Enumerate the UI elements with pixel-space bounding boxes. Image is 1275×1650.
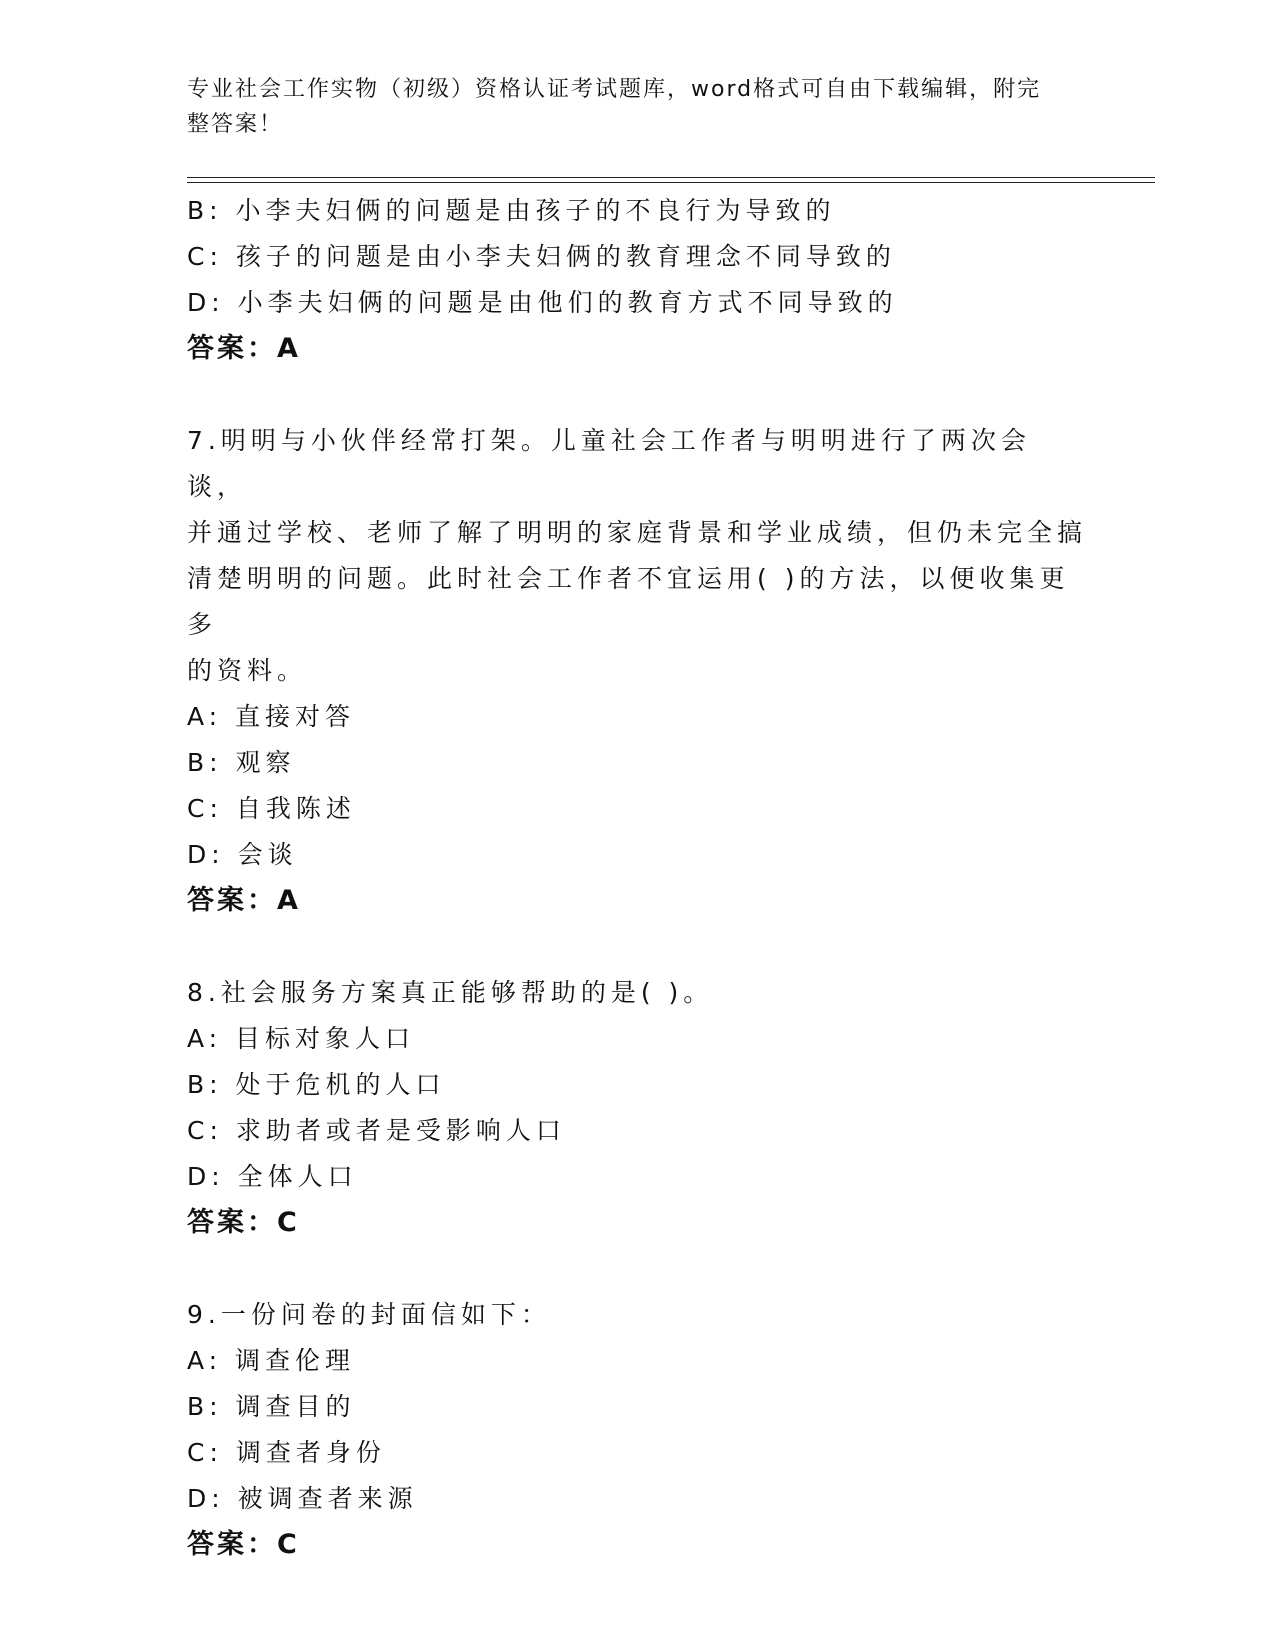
answer-label: 答案：A xyxy=(187,885,301,916)
spacer xyxy=(187,372,1087,418)
spacer xyxy=(187,1246,1087,1292)
question-block-7 xyxy=(187,418,1087,924)
question-stem-line: 并通过学校、老师了解了明明的家庭背景和学业成绩，但仍未完全搞 xyxy=(187,518,1088,547)
question-block-8 xyxy=(187,970,1087,1246)
option-d: D: 小李夫妇俩的问题是由他们的教育方式不同导致的 xyxy=(187,288,898,317)
option-c: C: 求助者或者是受影响人口 xyxy=(187,1116,566,1145)
document-header xyxy=(187,72,1067,142)
question-stem-line: 8.社会服务方案真正能够帮助的是( )。 xyxy=(187,978,714,1007)
option-b: B: 处于危机的人口 xyxy=(187,1070,446,1099)
option-b: B: 小李夫妇俩的问题是由孩子的不良行为导致的 xyxy=(187,196,836,225)
option-a: A: 直接对答 xyxy=(187,702,356,731)
header-divider-top xyxy=(187,177,1155,178)
question-content xyxy=(187,188,1087,1568)
answer-label: 答案：C xyxy=(187,1529,300,1560)
header-line-1: 专业社会工作实物（初级）资格认证考试题库，word格式可自由下载编辑，附完 xyxy=(187,77,1042,102)
option-c: C: 孩子的问题是由小李夫妇俩的教育理念不同导致的 xyxy=(187,242,896,271)
header-line-2: 整答案！ xyxy=(187,112,284,137)
answer-label: 答案：C xyxy=(187,1207,300,1238)
spacer xyxy=(187,924,1087,970)
option-d: D: 会谈 xyxy=(187,840,298,869)
question-stem-line: 清楚明明的问题。此时社会工作者不宜运用( )的方法，以便收集更多 xyxy=(187,564,1070,639)
option-d: D: 全体人口 xyxy=(187,1162,358,1191)
option-b: B: 调查目的 xyxy=(187,1392,356,1421)
option-a: A: 目标对象人口 xyxy=(187,1024,416,1053)
question-block-6 xyxy=(187,188,1087,372)
question-stem-line: 9.一份问卷的封面信如下： xyxy=(187,1300,551,1329)
option-c: C: 自我陈述 xyxy=(187,794,356,823)
option-b: B: 观察 xyxy=(187,748,296,777)
option-d: D: 被调查者来源 xyxy=(187,1484,418,1513)
option-c: C: 调查者身份 xyxy=(187,1438,386,1467)
option-a: A: 调查伦理 xyxy=(187,1346,356,1375)
question-stem-line: 7.明明与小伙伴经常打架。儿童社会工作者与明明进行了两次会谈， xyxy=(187,426,1031,501)
question-block-9 xyxy=(187,1292,1087,1568)
answer-label: 答案：A xyxy=(187,333,301,364)
question-stem-line: 的资料。 xyxy=(187,656,308,685)
header-divider-bottom xyxy=(187,182,1155,183)
